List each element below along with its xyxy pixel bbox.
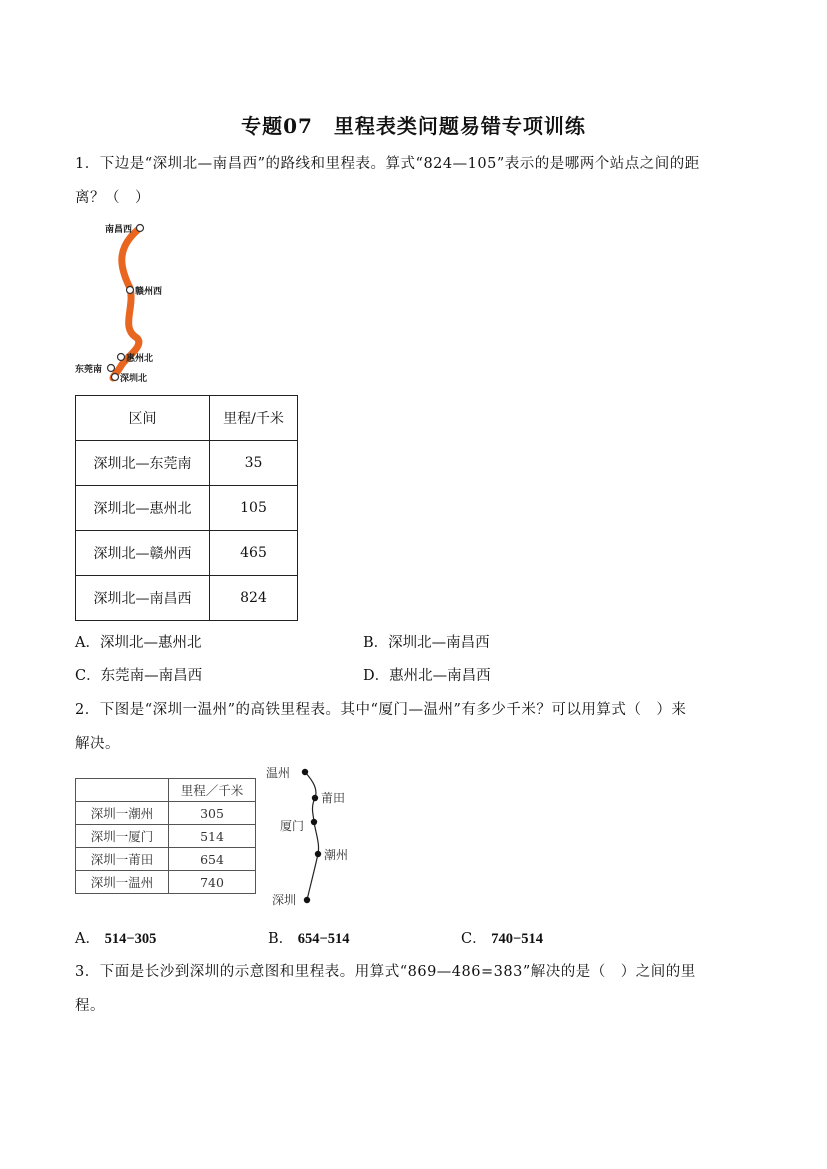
q2-option-a-label: A． xyxy=(75,931,100,947)
station-dot-ganzhouxi xyxy=(127,287,134,294)
table-header-row xyxy=(76,396,298,441)
header-section: 区间 xyxy=(76,396,210,441)
q2-mileage-table xyxy=(75,778,256,894)
station-label-huizhoubei: 惠州北 xyxy=(126,354,154,364)
station-label-wenzhou: 温州 xyxy=(266,766,291,780)
header-mileage: 里程/千米 xyxy=(210,396,298,441)
station-dot-shenzhen xyxy=(304,897,310,903)
q2-route-map xyxy=(262,762,362,912)
cell-section: 深圳一厦门 xyxy=(76,825,169,848)
station-dot-wenzhou xyxy=(302,769,308,775)
cell-km: 305 xyxy=(169,802,256,825)
table-row xyxy=(76,825,256,848)
q2-option-a-expression: 514−305 xyxy=(104,931,157,947)
q1-text-line1: 1．下边是“深圳北—南昌西”的路线和里程表。算式“824—105”表示的是哪两个站点之间的距 xyxy=(75,156,700,172)
q3-text-line2: 程。 xyxy=(75,998,105,1014)
cell-km: 824 xyxy=(210,576,298,621)
table-header-row xyxy=(76,779,256,802)
cell-section: 深圳一潮州 xyxy=(76,802,169,825)
station-dot-shenzhenbei xyxy=(112,374,119,381)
station-label-chaozhou: 潮州 xyxy=(324,848,349,862)
q2-text-line1: 2．下图是“深圳一温州”的高铁里程表。其中“厦门—温州”有多少千米？可以用算式（ ）来 xyxy=(75,702,687,718)
cell-km: 105 xyxy=(210,486,298,531)
table-row xyxy=(76,802,256,825)
table-row xyxy=(76,848,256,871)
station-label-ganzhouxi: 赣州西 xyxy=(135,287,163,297)
cell-section: 深圳北—南昌西 xyxy=(76,576,210,621)
q1-option-a[interactable]: A．深圳北—惠州北 xyxy=(75,635,202,651)
table-row xyxy=(76,871,256,894)
header-empty xyxy=(76,779,169,802)
cell-km: 465 xyxy=(210,531,298,576)
station-dot-xiamen xyxy=(311,819,317,825)
q1-option-b[interactable]: B．深圳北—南昌西 xyxy=(363,635,490,651)
q1-route-map xyxy=(75,218,195,388)
table-row xyxy=(76,441,298,486)
q1-option-c[interactable]: C．东莞南—南昌西 xyxy=(75,668,203,684)
q3-text-line1: 3．下面是长沙到深圳的示意图和里程表。用算式“869—486=383”解决的是（ ）之间的里 xyxy=(75,964,696,980)
q2-option-c[interactable] xyxy=(461,927,543,948)
cell-section: 深圳一温州 xyxy=(76,871,169,894)
cell-section: 深圳一莆田 xyxy=(76,848,169,871)
table-row xyxy=(76,576,298,621)
q2-option-c-expression: 740−514 xyxy=(491,931,543,947)
q1-mileage-table xyxy=(75,395,298,621)
cell-km: 654 xyxy=(169,848,256,871)
q2-option-c-label: C． xyxy=(461,931,487,947)
cell-km: 514 xyxy=(169,825,256,848)
table-row xyxy=(76,531,298,576)
q2-option-a[interactable] xyxy=(75,927,156,948)
cell-section: 深圳北—东莞南 xyxy=(76,441,210,486)
q2-option-b-expression: 654−514 xyxy=(297,931,350,947)
station-label-shenzhenbei: 深圳北 xyxy=(120,374,148,384)
station-dot-chaozhou xyxy=(315,851,321,857)
q2-text-line2: 解决。 xyxy=(75,736,120,752)
cell-km: 35 xyxy=(210,441,298,486)
cell-section: 深圳北—赣州西 xyxy=(76,531,210,576)
station-label-shenzhen: 深圳 xyxy=(272,893,297,907)
station-dot-huizhoubei xyxy=(118,354,125,361)
station-label-putian: 莆田 xyxy=(321,791,346,805)
station-label-dongguannan: 东莞南 xyxy=(75,365,103,375)
cell-km: 740 xyxy=(169,871,256,894)
station-dot-dongguannan xyxy=(108,365,115,372)
station-label-xiamen: 厦门 xyxy=(280,819,305,833)
q1-text-line2: 离？（ ） xyxy=(75,190,150,206)
station-label-nanchangxi: 南昌西 xyxy=(105,225,133,235)
station-dot-nanchangxi xyxy=(137,225,144,232)
table-row xyxy=(76,486,298,531)
q2-route-line xyxy=(305,772,319,900)
q1-option-d[interactable]: D．惠州北—南昌西 xyxy=(363,668,491,684)
q2-option-b-label: B． xyxy=(268,931,294,947)
station-dot-putian xyxy=(312,795,318,801)
q2-option-b[interactable] xyxy=(268,927,350,948)
cell-section: 深圳北—惠州北 xyxy=(76,486,210,531)
header-mileage: 里程／千米 xyxy=(169,779,256,802)
page-title: 专题07 里程表类问题易错专项训练 xyxy=(241,114,586,138)
